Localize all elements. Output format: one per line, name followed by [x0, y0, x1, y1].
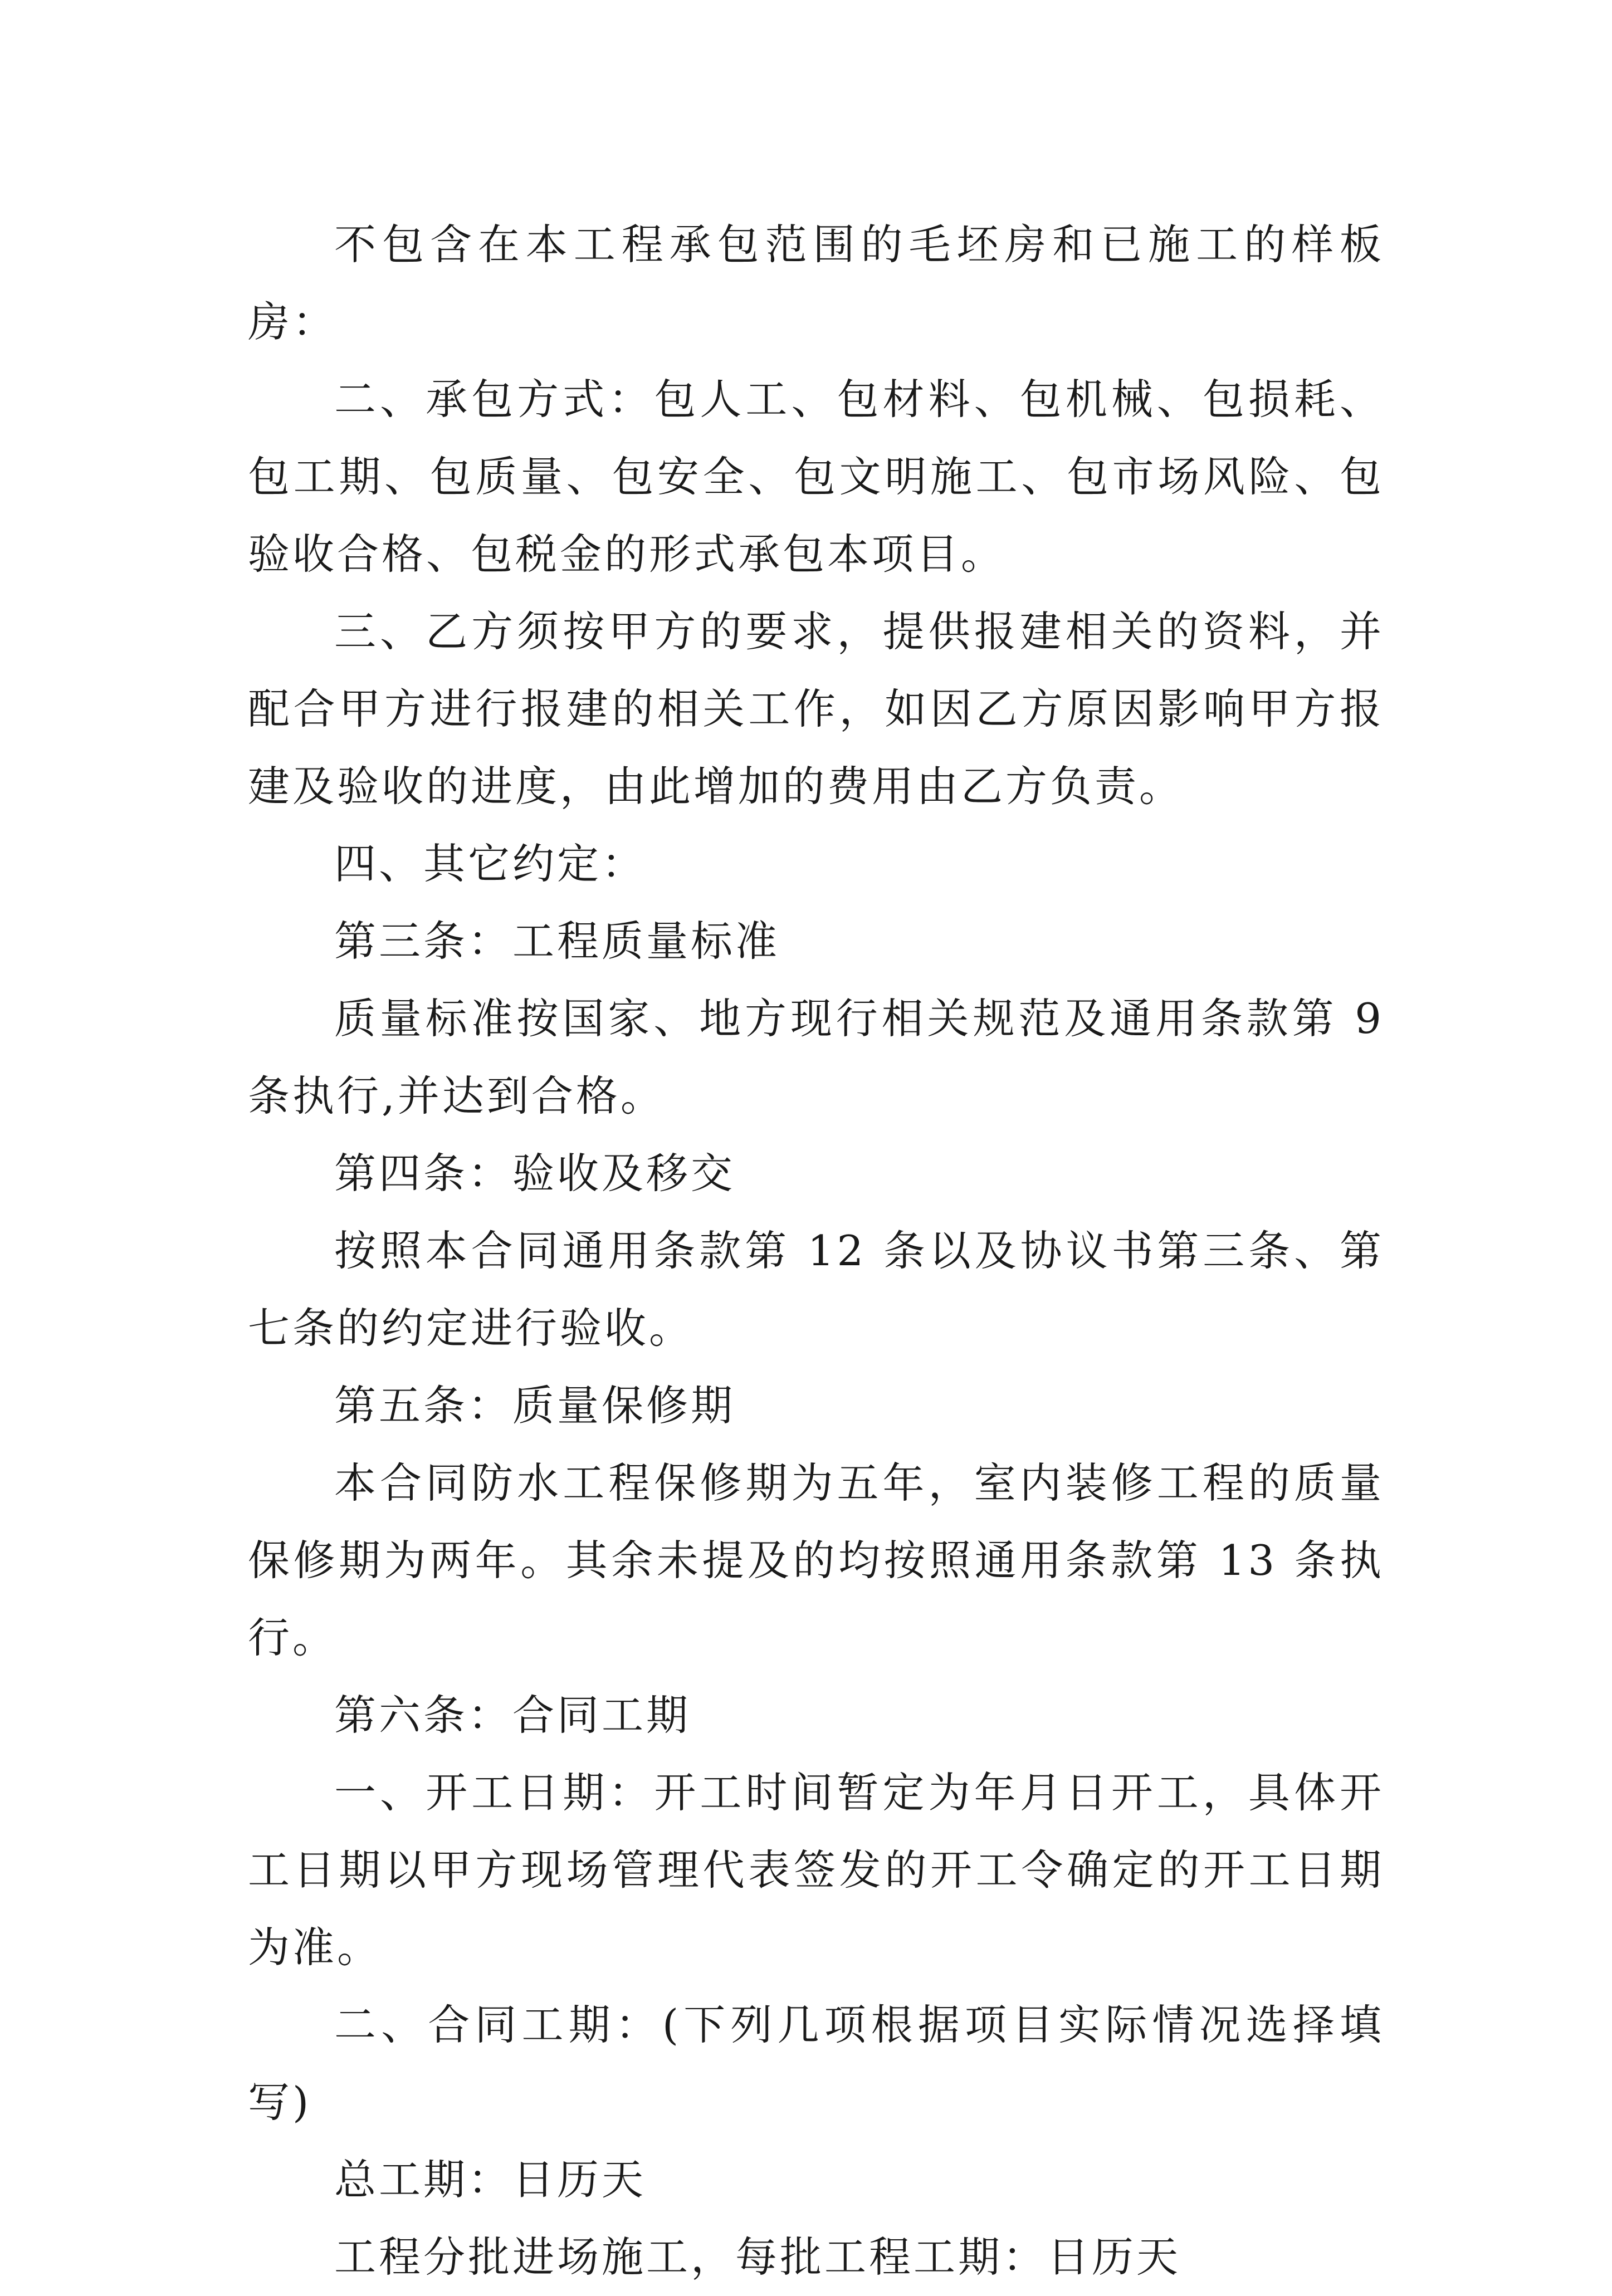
- paragraph: 二、承包方式：包人工、包材料、包机械、包损耗、包工期、包质量、包安全、包文明施工、包市场风险、包验收合格、包税金的形式承包本项目。: [248, 375, 1384, 579]
- paragraph: 一、开工日期：开工时间暂定为年月日开工，具体开工日期以甲方现场管理代表签发的开工令确定的开工日期为准。: [248, 1768, 1384, 1972]
- paragraph: 总工期：日历天: [334, 2155, 647, 2204]
- paragraph: 不包含在本工程承包范围的毛坯房和已施工的样板房：: [248, 220, 1384, 346]
- paragraph: 质量标准按国家、地方现行相关规范及通用条款第 9 条执行,并达到合格。: [248, 994, 1384, 1120]
- paragraph: 按照本合同通用条款第 12 条以及协议书第三条、第七条的约定进行验收。: [248, 1226, 1384, 1353]
- section-heading: 第五条：质量保修期: [334, 1381, 736, 1430]
- paragraph: 本合同防水工程保修期为五年，室内装修工程的质量保修期为两年。其余未提及的均按照通用条款第 13 条执行。: [248, 1458, 1384, 1662]
- paragraph: 三、乙方须按甲方的要求，提供报建相关的资料，并配合甲方进行报建的相关工作，如因乙方原因影响甲方报建及验收的进度，由此增加的费用由乙方负责。: [248, 607, 1384, 811]
- paragraph: 四、其它约定：: [334, 839, 647, 888]
- paragraph: 工程分批进场施工，每批工程工期：日历天: [334, 2233, 1181, 2282]
- section-heading: 第三条：工程质量标准: [334, 917, 780, 966]
- document-body: [248, 206, 1384, 2296]
- section-heading: 第六条：合同工期: [334, 1691, 691, 1740]
- paragraph: 二、合同工期：(下列几项根据项目实际情况选择填写): [248, 2000, 1384, 2127]
- section-heading: 第四条：验收及移交: [334, 1149, 736, 1198]
